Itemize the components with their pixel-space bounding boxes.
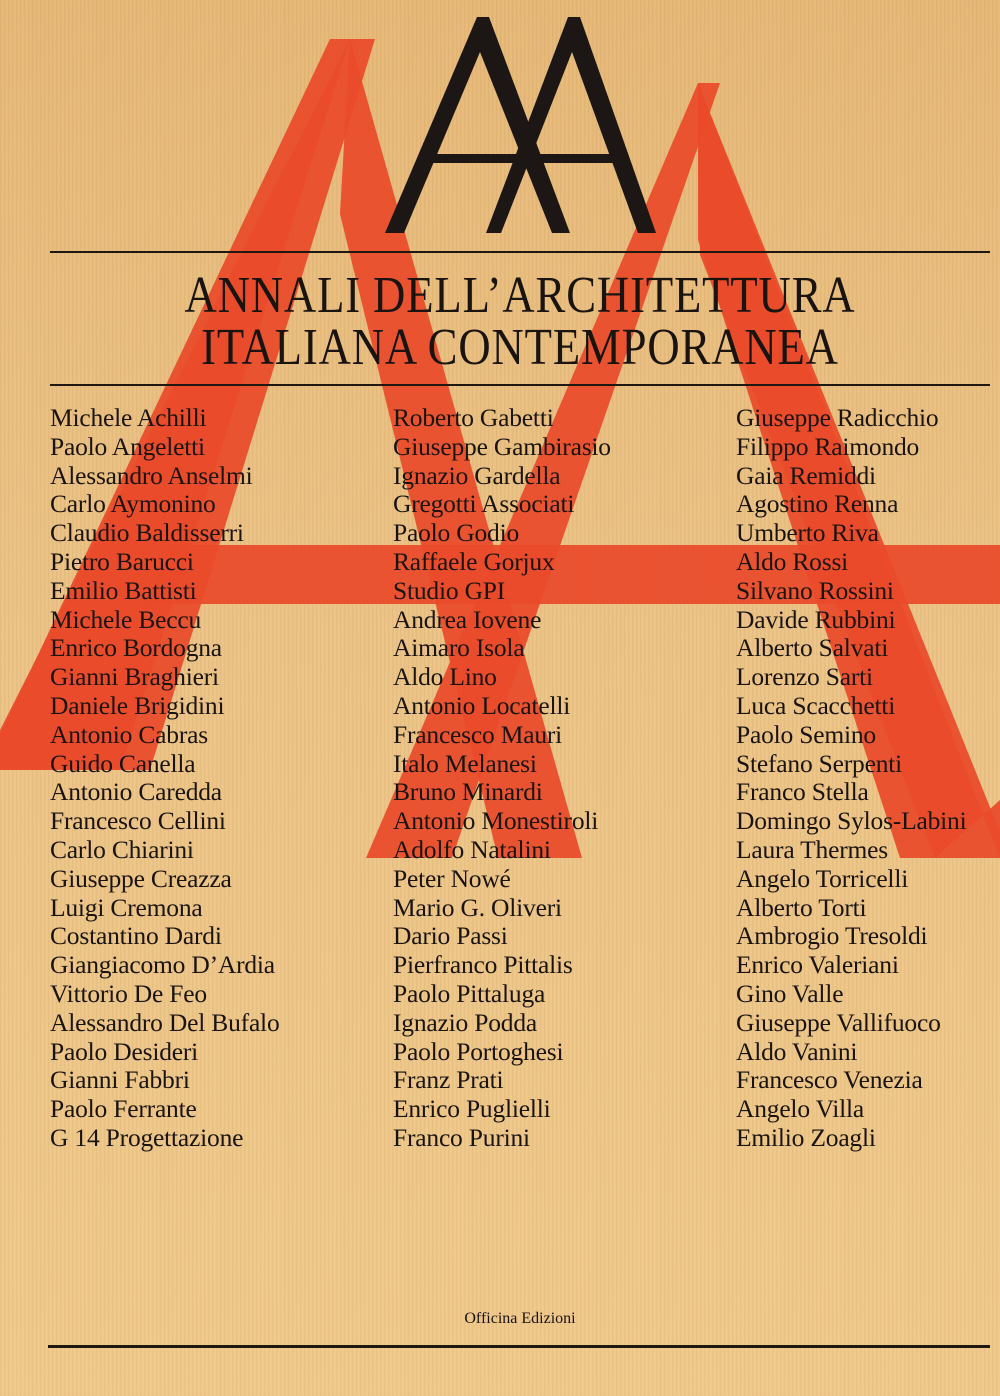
name-item: Giuseppe Vallifuoco: [736, 1007, 941, 1037]
name-item: Ignazio Gardella: [393, 460, 561, 490]
name-item: Filippo Raimondo: [736, 431, 920, 461]
publisher-name: Officina Edizioni: [464, 1310, 576, 1327]
name-item: Paolo Angeletti: [50, 431, 205, 461]
name-item: Stefano Serpenti: [736, 748, 903, 778]
name-item: Giangiacomo D’Ardia: [50, 950, 275, 980]
name-item: Alberto Salvati: [736, 633, 889, 663]
name-item: Laura Thermes: [736, 834, 888, 864]
name-item: Studio GPI: [393, 575, 506, 605]
name-item: Franco Purini: [393, 1122, 530, 1152]
name-item: G 14 Progettazione: [50, 1122, 244, 1152]
name-item: Giuseppe Gambirasio: [393, 431, 611, 461]
name-item: Dario Passi: [393, 921, 508, 951]
name-item: Aldo Rossi: [736, 546, 849, 576]
name-item: Antonio Monestiroli: [393, 806, 599, 836]
name-item: Mario G. Oliveri: [393, 892, 562, 922]
aa-monogram-icon: [0, 0, 1000, 250]
name-item: Francesco Cellini: [50, 806, 226, 836]
name-item: Francesco Venezia: [736, 1065, 923, 1095]
name-item: Angelo Torricelli: [736, 863, 909, 893]
name-item: Pierfranco Pittalis: [393, 950, 573, 980]
name-item: Gaia Remiddi: [736, 460, 876, 490]
name-item: Giuseppe Radicchio: [736, 403, 939, 432]
name-item: Luca Scacchetti: [736, 690, 896, 720]
name-item: Aldo Lino: [393, 662, 497, 692]
name-item: Gregotti Associati: [393, 489, 575, 519]
name-item: Adolfo Natalini: [393, 834, 551, 864]
title-line-1: ANNALI DELL’ARCHITETTURA: [184, 267, 856, 324]
name-item: Paolo Portoghesi: [393, 1036, 564, 1066]
name-item: Enrico Valeriani: [736, 950, 899, 980]
name-item: Enrico Bordogna: [50, 633, 222, 663]
name-item: Enrico Puglielli: [393, 1094, 551, 1124]
name-item: Paolo Godio: [393, 518, 520, 548]
name-item: Michele Beccu: [50, 604, 202, 634]
name-item: Gianni Fabbri: [50, 1065, 190, 1095]
name-item: Gianni Braghieri: [50, 662, 219, 692]
names-column-3: [736, 404, 966, 1153]
name-item: Paolo Desideri: [50, 1036, 199, 1066]
name-item: Paolo Ferrante: [50, 1094, 197, 1124]
name-item: Giuseppe Creazza: [50, 863, 232, 893]
name-item: Emilio Battisti: [50, 575, 197, 605]
name-item: Aldo Vanini: [736, 1036, 858, 1066]
name-item: Paolo Semino: [736, 719, 876, 749]
name-item: Ambrogio Tresoldi: [736, 921, 928, 951]
name-item: Domingo Sylos-Labini: [736, 806, 967, 836]
name-item: Gino Valle: [736, 978, 844, 1008]
name-item: Roberto Gabetti: [393, 403, 554, 432]
name-item: Alessandro Anselmi: [50, 460, 253, 490]
names-column-1: [50, 404, 280, 1153]
name-item: Angelo Villa: [736, 1094, 865, 1124]
name-item: Paolo Pittaluga: [393, 978, 546, 1008]
middle-rule: [50, 384, 990, 386]
top-rule: [50, 251, 990, 253]
name-item: Daniele Brigidini: [50, 690, 225, 720]
name-item: Michele Achilli: [50, 403, 207, 432]
name-item: Alberto Torti: [736, 892, 867, 922]
name-item: Lorenzo Sarti: [736, 662, 873, 692]
name-item: Francesco Mauri: [393, 719, 563, 749]
name-item: Peter Nowé: [393, 863, 511, 893]
name-item: Franz Prati: [393, 1065, 504, 1095]
name-item: Antonio Cabras: [50, 719, 208, 749]
bottom-rule: [48, 1345, 990, 1348]
name-item: Bruno Minardi: [393, 777, 543, 807]
name-item: Antonio Locatelli: [393, 690, 571, 720]
name-item: Franco Stella: [736, 777, 869, 807]
name-item: Antonio Caredda: [50, 777, 222, 807]
name-item: Carlo Chiarini: [50, 834, 194, 864]
name-item: Carlo Aymonino: [50, 489, 216, 519]
name-item: Davide Rubbini: [736, 604, 896, 634]
title-line-2: ITALIANA CONTEMPORANEA: [201, 319, 839, 376]
name-item: Claudio Baldisserri: [50, 518, 244, 548]
name-item: Luigi Cremona: [50, 892, 203, 922]
name-item: Guido Canella: [50, 748, 196, 778]
name-item: Italo Melanesi: [393, 748, 537, 778]
name-item: Raffaele Gorjux: [393, 546, 555, 576]
name-item: Pietro Barucci: [50, 546, 194, 576]
name-item: Vittorio De Feo: [50, 978, 207, 1008]
name-item: Umberto Riva: [736, 518, 879, 548]
name-item: Silvano Rossini: [736, 575, 894, 605]
names-column-2: [393, 404, 611, 1153]
name-item: Emilio Zoagli: [736, 1122, 876, 1152]
name-item: Alessandro Del Bufalo: [50, 1007, 280, 1037]
name-item: Costantino Dardi: [50, 921, 222, 951]
name-item: Agostino Renna: [736, 489, 899, 519]
name-item: Andrea Iovene: [393, 604, 542, 634]
name-item: Aimaro Isola: [393, 633, 525, 663]
name-item: Ignazio Podda: [393, 1007, 537, 1037]
